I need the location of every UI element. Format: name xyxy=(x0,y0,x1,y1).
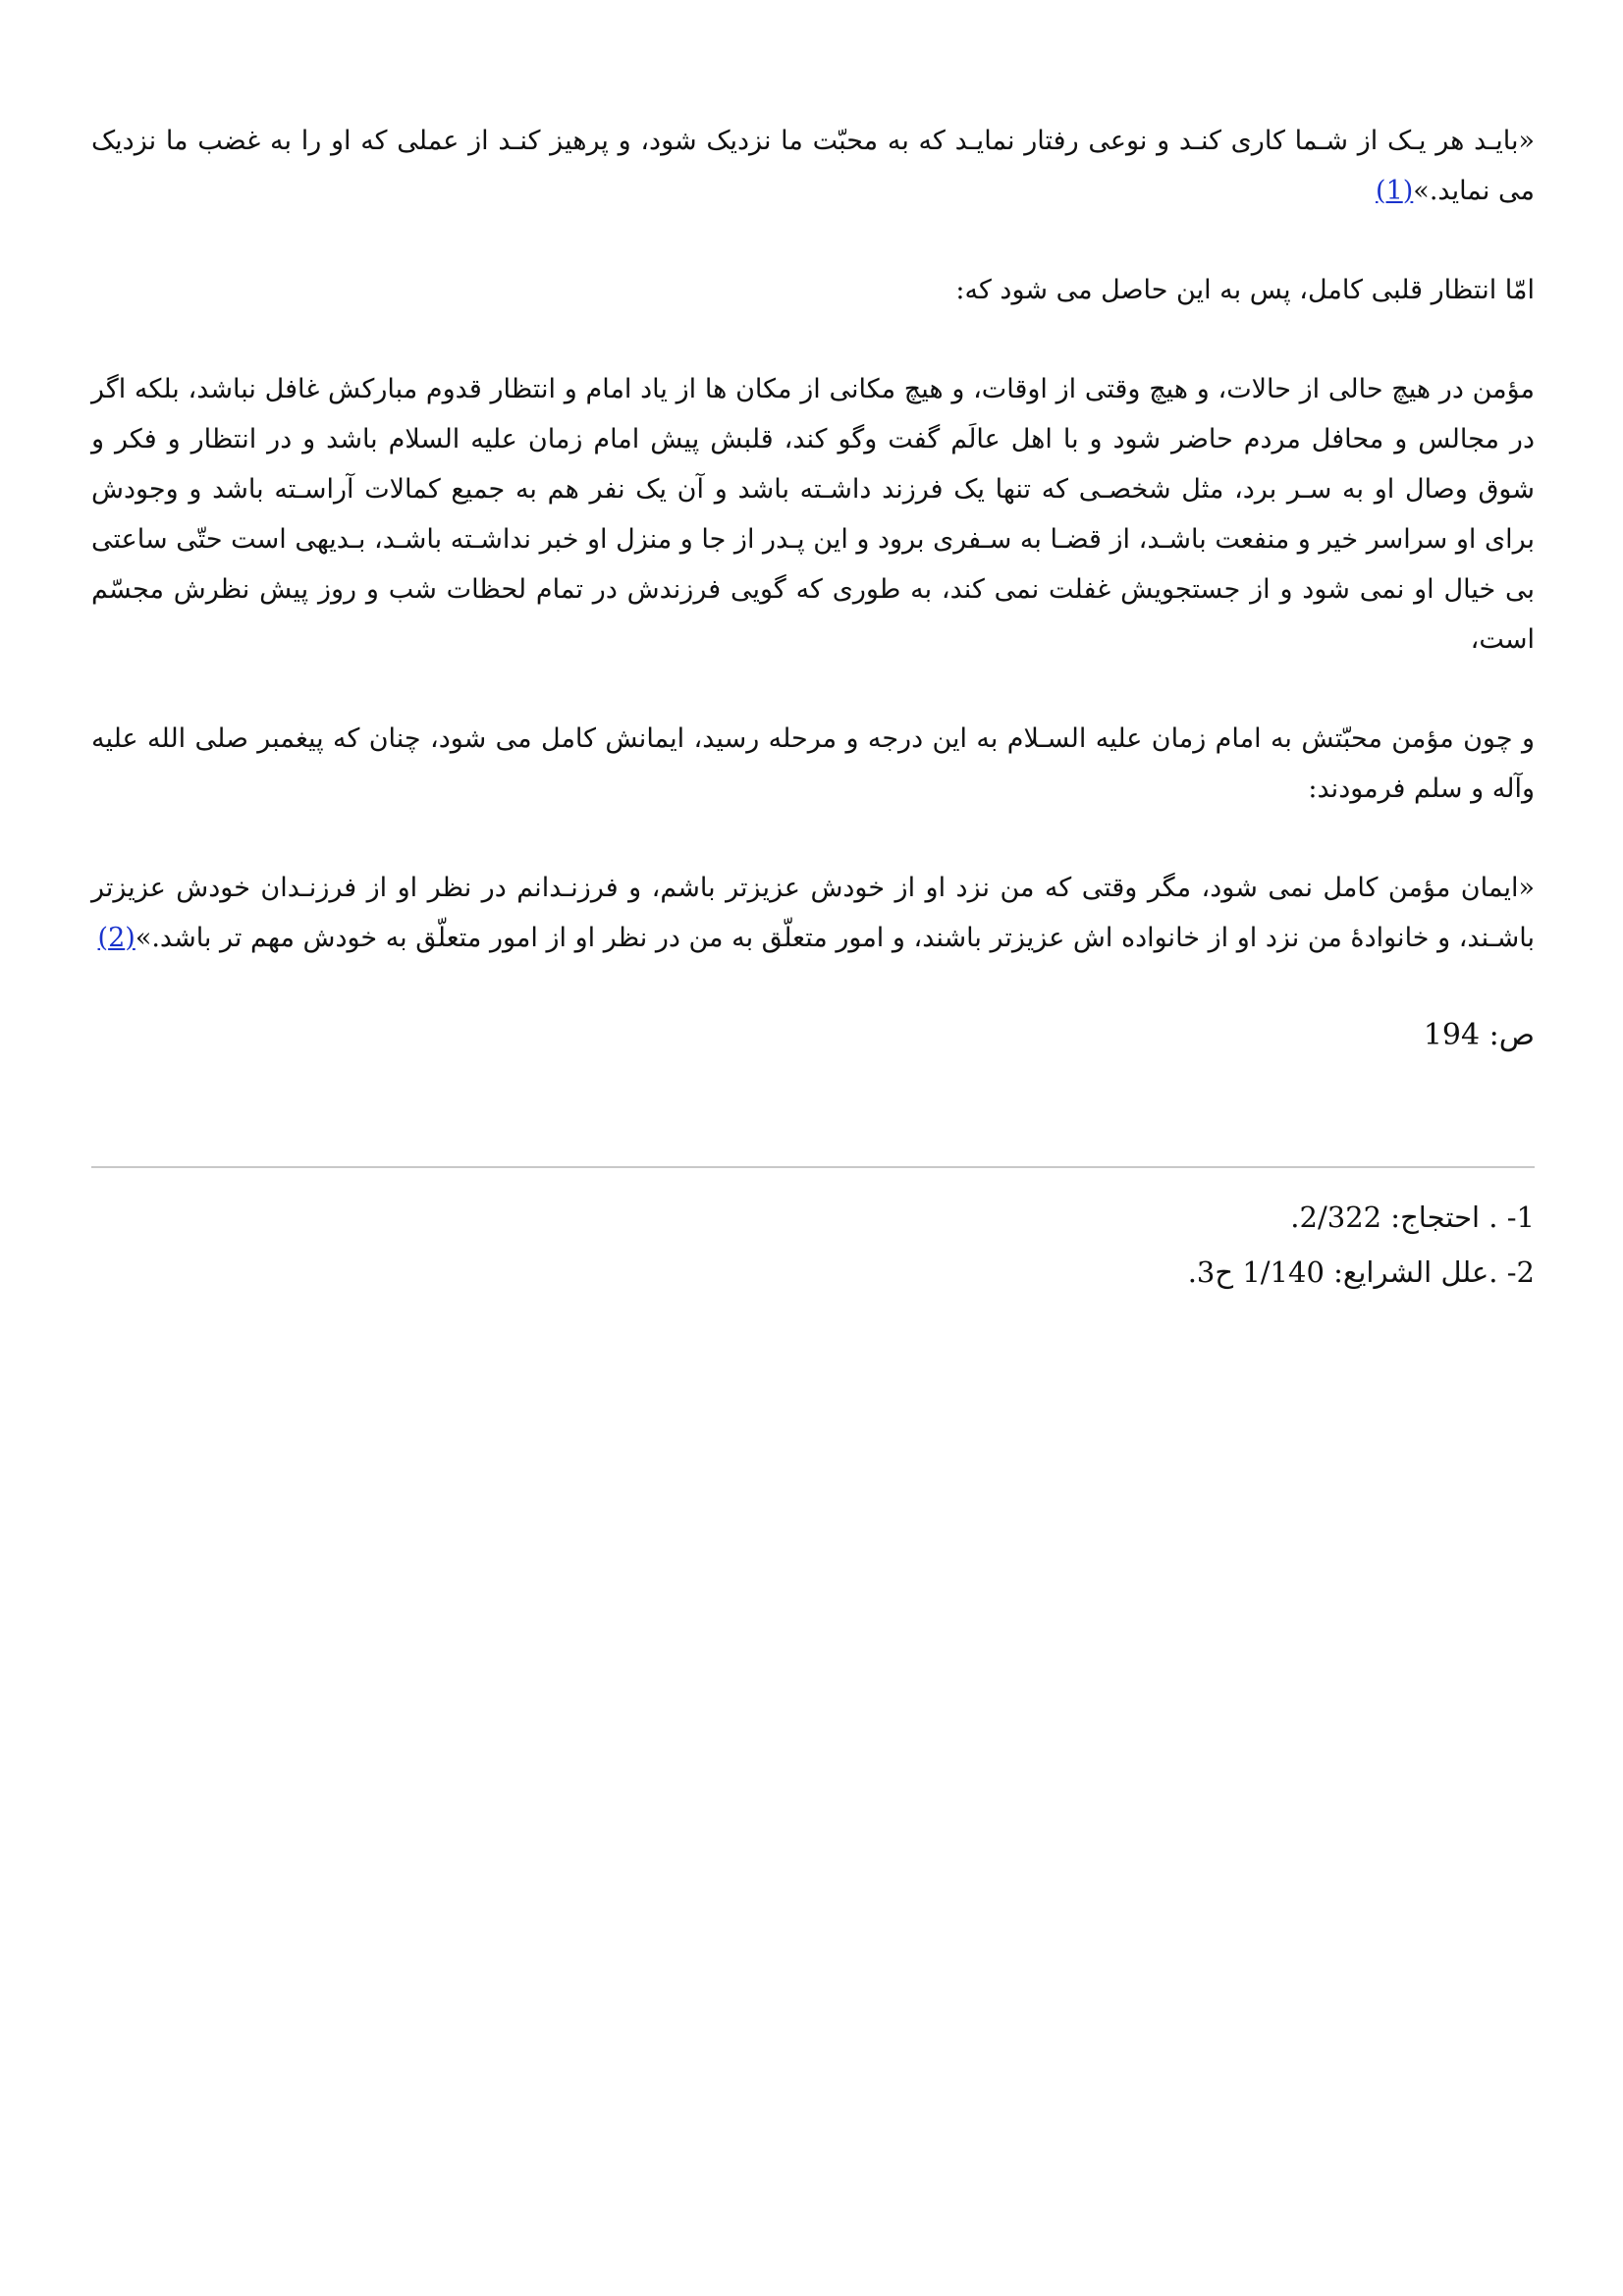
paragraph-quote-2 xyxy=(91,863,1535,963)
page-body xyxy=(91,116,1535,1063)
footnotes-section xyxy=(651,1190,1535,1300)
paragraph-text: مؤمن در هیچ حالی از حالات، و هیچ وقتی از اوقات، و هیچ مکانی از مکان ها از یاد امام و انتظار قدوم مبارکش غافل نباشد، بلکه اگر در مجالس و محافل مردم حاضر شود و با اهل عالَم گفت وگو کند، قلبش پیش امام زمان علیه السلام باشد و در انتظار و فکر و شوق وصال او به سـر برد، مثل شخصـی که تنها یک فرزند داشـته باشد و آن یک نفر هم به جمیع کمالات آراسـته باشد و وجودش برای او سراسر خیر و منفعت باشـد، از قضـا به سـفری برود و این پـدر از جا و منزل او خبر نداشـته باشـد، بـدیهی است حتّی ساعتی بی خیال او نمی شود و از جستجویش غفلت نمی کند، به طوری که گویی فرزندش در تمام لحظات شب و روز پیش نظرش مجسّم است، xyxy=(91,374,1535,655)
paragraph-quote-1 xyxy=(91,116,1535,216)
paragraph-text: «بایـد هر یـک از شـما کاری کنـد و نوعی رفتار نمایـد که به محبّت ما نزدیک شود، و پرهیز کنـد از عملی که او را به غضب ما نزدیک می نماید.» xyxy=(91,126,1535,206)
paragraph-text: امّا انتظار قلبی کامل، پس به این حاصل می شود که: xyxy=(955,275,1535,305)
paragraph-intro xyxy=(91,265,1535,315)
footnote-1: 1- . احتجاج: 2/322. xyxy=(1290,1201,1535,1234)
page-number: ص: 194 xyxy=(1423,1018,1535,1052)
paragraph-text: و چون مؤمن محبّتش به امام زمان علیه السـلام به این درجه و مرحله رسید، ایمانش کامل می شود، چنان که پیغمبر صلی الله علیه وآله و سلم فرمودند: xyxy=(91,723,1535,804)
footnote-2: 2- .علل الشرایع: 1/140 ح3. xyxy=(1187,1255,1535,1289)
paragraph-prophet-saying xyxy=(91,714,1535,814)
footnote-link-2[interactable]: (2) xyxy=(97,923,135,953)
paragraph-body xyxy=(91,364,1535,665)
footnote-divider xyxy=(91,1166,1535,1168)
paragraph-text: «ایمان مؤمن کامل نمی شود، مگر وقتی که من نزد او از خودش عزیزتر باشم، و فرزنـدانم در نظر او از فرزنـدان خودش عزیزتر باشـند، و خانوادهٔ من نزد او از خانواده اش عزیزتر باشند، و امور متعلّق به من در نظر او از امور متعلّق به خودش مهم تر باشد.» xyxy=(91,873,1535,953)
footnote-link-1[interactable]: (1) xyxy=(1376,176,1414,206)
